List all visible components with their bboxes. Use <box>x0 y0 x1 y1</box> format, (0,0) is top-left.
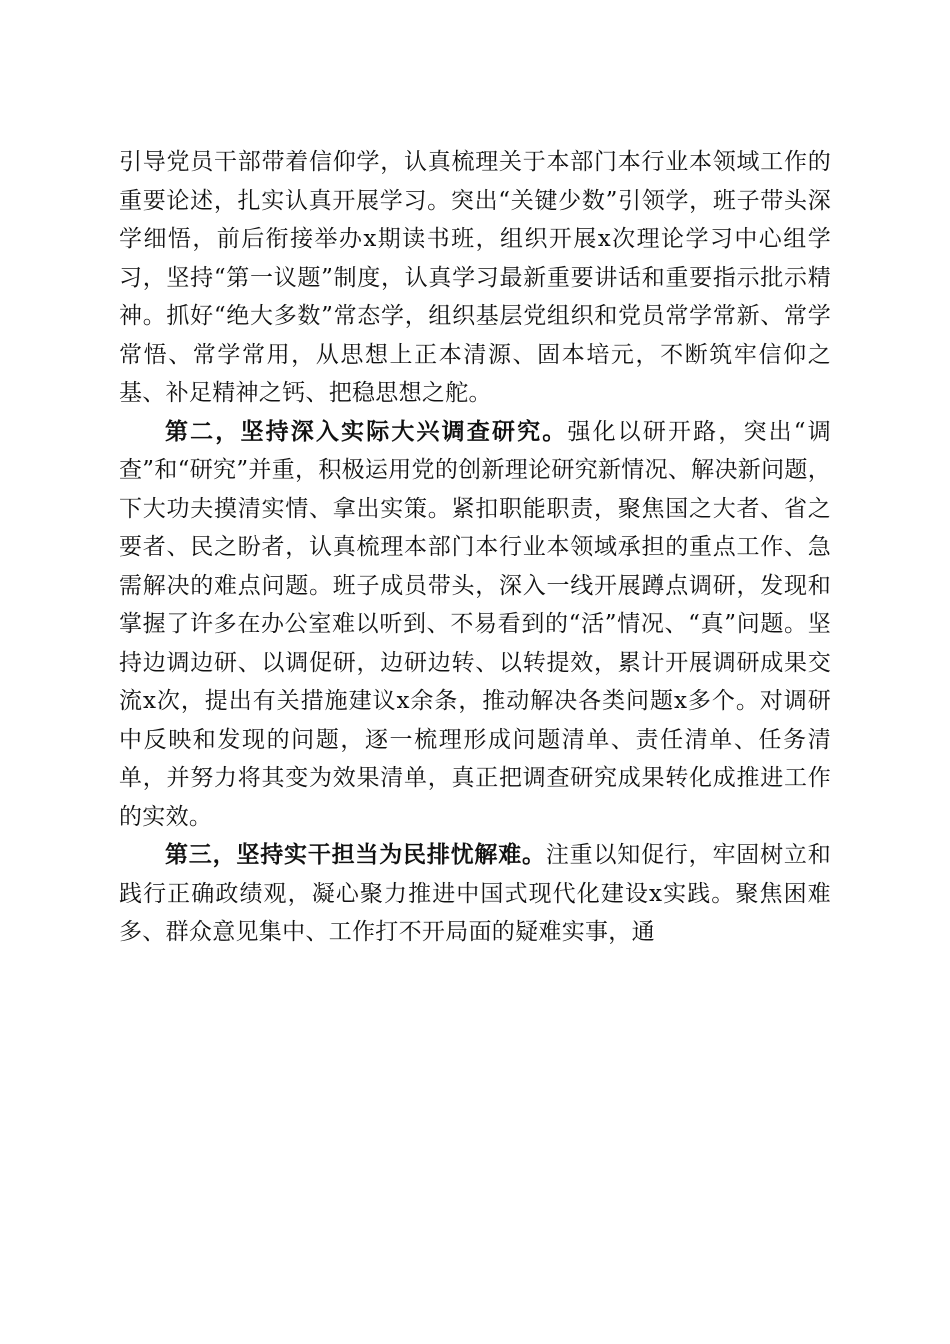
paragraph-research-heading: 第二，坚持深入实际大兴调查研究。 <box>165 417 568 445</box>
paragraph-research <box>119 413 831 837</box>
paragraph-research-text: 强化以研开路，突出“调查”和“研究”并重，积极运用党的创新理论研究新情况、解决新问题，下大功夫摸清实情、拿出实策。紧扣职能职责，聚焦国之大者、省之要者、民之盼者，认真梳理本部门本行业本领域承担的重点工作、急需解决的难点问题。班子成员带头，深入一线开展蹲点调研，发现和掌握了许多在办公室难以听到、不易看到的“活”情况、“真”问题。坚持边调边研、以调促研，边研边转、以转提效，累计开展调研成果交流x次，提出有关措施建议x余条，推动解决各类问题x多个。对调研中反映和发现的问题，逐一梳理形成问题清单、责任清单、任务清单，并努力将其变为效果清单，真正把调查研究成果转化成推进工作的实效。 <box>119 418 831 830</box>
document-body <box>119 143 831 952</box>
paragraph-practice-heading: 第三，坚持实干担当为民排忧解难。 <box>165 841 546 868</box>
paragraph-study <box>119 143 831 413</box>
paragraph-practice-text: 注重以知促行，牢固树立和践行正确政绩观，凝心聚力推进中国式现代化建设x实践。聚焦困难多、群众意见集中、工作打不开局面的疑难实事，通 <box>119 842 831 945</box>
paragraph-study-text: 引导党员干部带着信仰学，认真梳理关于本部门本行业本领域工作的重要论述，扎实认真开展学习。突出“关键少数”引领学，班子带头深学细悟，前后衔接举办x期读书班，组织开展x次理论学习中心组学习，坚持“第一议题”制度，认真学习最新重要讲话和重要指示批示精神。抓好“绝大多数”常态学，组织基层党组织和党员常学常新、常学常悟、常学常用，从思想上正本清源、固本培元，不断筑牢信仰之基、补足精神之钙、把稳思想之舵。 <box>119 149 831 406</box>
paragraph-practice <box>119 836 831 952</box>
